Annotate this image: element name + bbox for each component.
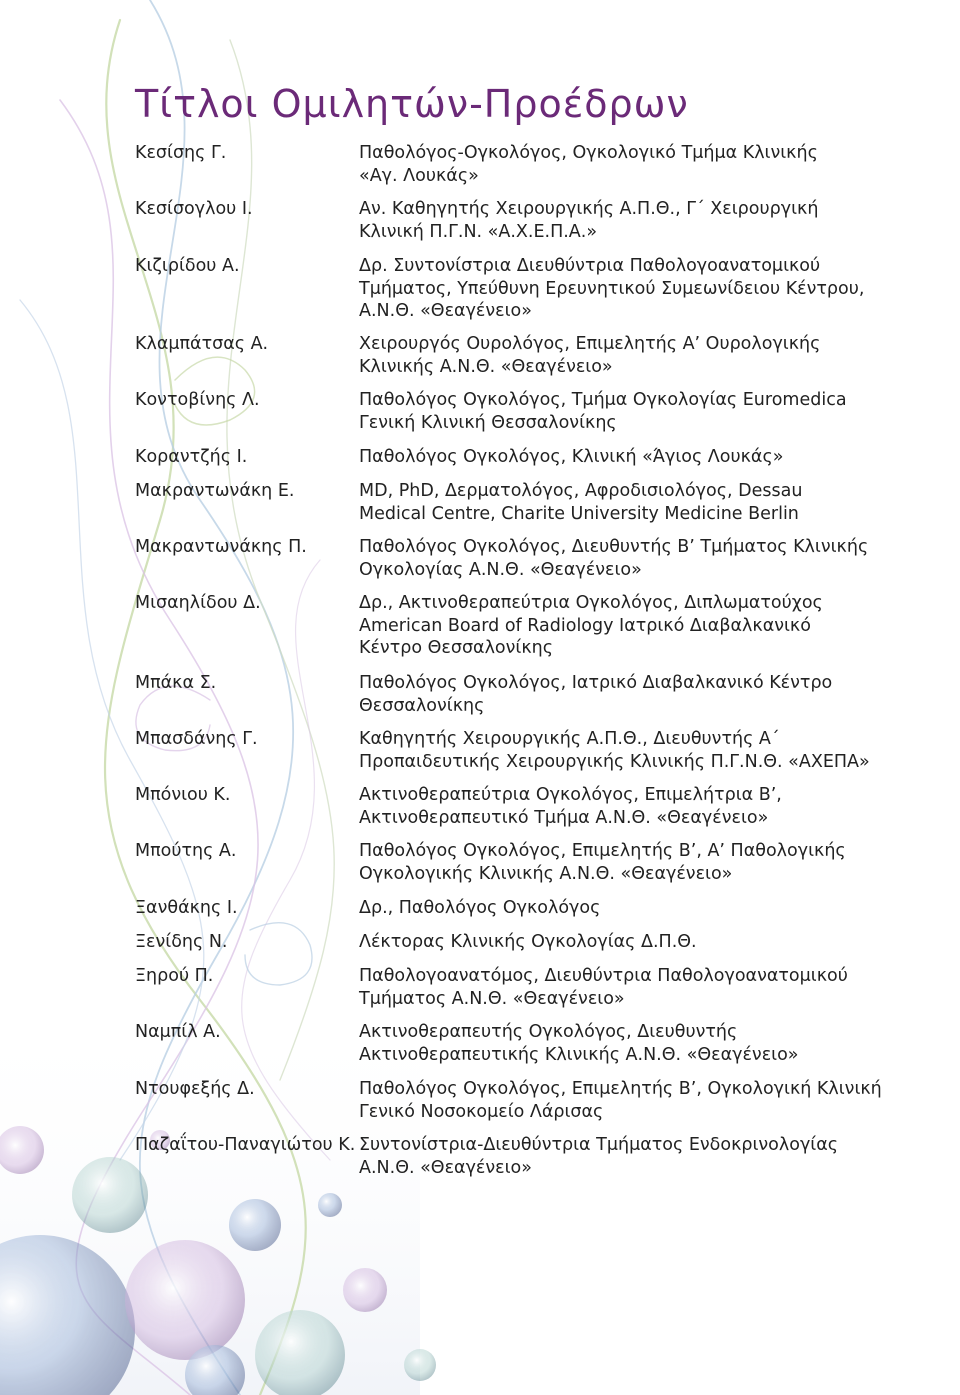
- speaker-title-line: MD, PhD, Δερματολόγος, Αφροδισιολόγος, Dessau: [359, 481, 803, 501]
- speaker-title-line: Τμήματος Α.Ν.Θ. «Θεαγένειο»: [359, 988, 625, 1009]
- speaker-name: Ξενίδης Ν.: [135, 932, 228, 952]
- speaker-title-line: Χειρουργός Ουρολόγος, Επιμελητής Α’ Ουρολογικής: [359, 334, 821, 354]
- speaker-title-line: Δρ., Ακτινοθεραπεύτρια Ογκολόγος, Διπλωματούχος: [359, 593, 823, 613]
- speaker-name: Μακραντωνάκη Ε.: [135, 481, 295, 501]
- speaker-title-line: Παθολογοανατόμος, Διευθύντρια Παθολογοανατομικού: [359, 966, 848, 986]
- speaker-title: [359, 931, 919, 954]
- speaker-title: [359, 965, 919, 1010]
- speaker-title: [359, 1134, 919, 1179]
- speaker-title: [359, 728, 919, 773]
- speaker-title-line: Παθολόγος Ογκολόγος, Επιμελητής Β’, Ογκολογική Κλινική: [359, 1079, 882, 1099]
- speaker-title-line: Κλινικής Α.Ν.Θ. «Θεαγένειο»: [359, 356, 613, 377]
- speaker-name: Μπούτης Α.: [135, 841, 237, 861]
- speaker-title: [359, 255, 919, 323]
- speaker-title: [359, 897, 919, 920]
- speaker-name: Μπασδάνης Γ.: [135, 729, 258, 749]
- speaker-title: [359, 1078, 919, 1123]
- speaker-title-line: Παθολόγος Ογκολόγος, Ιατρικό Διαβαλκανικό Κέντρο: [359, 673, 833, 693]
- speaker-title-line: Ογκολογικής Κλινικής Α.Ν.Θ. «Θεαγένειο»: [359, 863, 733, 884]
- speaker-title-line: Γενική Κλινική Θεσσαλονίκης: [359, 412, 617, 433]
- speaker-name: Κιζιρίδου Α.: [135, 256, 240, 276]
- speaker-title: [359, 784, 919, 829]
- speaker-title: [359, 1021, 919, 1066]
- speaker-name: Ντουφεξής Δ.: [135, 1079, 255, 1099]
- speaker-title: [359, 333, 919, 378]
- speaker-name: Μακραντωνάκης Π.: [135, 537, 307, 557]
- speaker-name: Ξηρού Π.: [135, 966, 214, 986]
- speaker-title-line: Γενικό Νοσοκομείο Λάρισας: [359, 1101, 604, 1122]
- speaker-title-line: Θεσσαλονίκης: [359, 695, 485, 716]
- speaker-title-line: «Αγ. Λουκάς»: [359, 165, 479, 186]
- speaker-title-line: Α.Ν.Θ. «Θεαγένειο»: [359, 1157, 532, 1178]
- speaker-title: [359, 480, 919, 525]
- speaker-title-line: Ακτινοθεραπεύτρια Ογκολόγος, Επιμελήτρια Β’,: [359, 785, 782, 805]
- speaker-name: Μισαηλίδου Δ.: [135, 593, 261, 613]
- speaker-title-line: Κλινική Π.Γ.Ν. «Α.Χ.Ε.Π.Α.»: [359, 221, 598, 242]
- speaker-title-line: Ακτινοθεραπευτικό Τμήμα Α.Ν.Θ. «Θεαγένειο»: [359, 807, 769, 828]
- speaker-title: [359, 840, 919, 885]
- speaker-title-line: Ακτινοθεραπευτής Ογκολόγος, Διευθυντής: [359, 1022, 738, 1042]
- speaker-name: Ναμπίλ Α.: [135, 1022, 221, 1042]
- speaker-title: [359, 389, 919, 434]
- speaker-title-line: Λέκτορας Κλινικής Ογκολογίας Δ.Π.Θ.: [359, 932, 697, 952]
- speaker-title-line: Παθολόγος Ογκολόγος, Κλινική «Άγιος Λουκάς»: [359, 447, 784, 467]
- speaker-title: [359, 592, 919, 660]
- speaker-name: Κεσίσης Γ.: [135, 143, 227, 163]
- speaker-title-line: Παθολόγος Ογκολόγος, Διευθυντής Β’ Τμήματος Κλινικής: [359, 537, 869, 557]
- speaker-title: [359, 672, 919, 717]
- speaker-name: Μπόνιου Κ.: [135, 785, 231, 805]
- speaker-title: [359, 198, 919, 243]
- speaker-title-line: Παθολόγος Ογκολόγος, Τμήμα Ογκολογίας Euromedica: [359, 390, 847, 410]
- speaker-title-line: Παθολόγος Ογκολόγος, Επιμελητής Β’, Α’ Παθολογικής: [359, 841, 846, 861]
- speaker-title-line: Ακτινοθεραπευτικής Κλινικής Α.Ν.Θ. «Θεαγένειο»: [359, 1044, 799, 1065]
- speaker-title: [359, 446, 919, 469]
- speaker-title: [359, 142, 919, 187]
- speaker-title-line: Δρ. Συντονίστρια Διευθύντρια Παθολογοανατομικού: [359, 256, 821, 276]
- speaker-title-line: Συντονίστρια-Διευθύντρια Τμήματος Ενδοκρινολογίας: [359, 1135, 839, 1155]
- speaker-title-line: Αν. Καθηγητής Χειρουργικής Α.Π.Θ., Γ΄ Χειρουργική: [359, 199, 819, 219]
- speaker-title-line: Α.Ν.Θ. «Θεαγένειο»: [359, 301, 532, 321]
- speaker-name: Παζαΐτου-Παναγιώτου Κ.: [135, 1135, 356, 1155]
- speaker-title-line: Κέντρο Θεσσαλονίκης: [359, 638, 554, 658]
- speaker-name: Κοραντζής Ι.: [135, 447, 248, 467]
- speaker-name: Κεσίσογλου Ι.: [135, 199, 253, 219]
- speakers-list: [135, 0, 925, 1395]
- speaker-title-line: Medical Centre, Charite University Medicine Berlin: [359, 503, 799, 524]
- speaker-name: Κοντοβίνης Λ.: [135, 390, 260, 410]
- speaker-title-line: Ογκολογίας Α.Ν.Θ. «Θεαγένειο»: [359, 559, 642, 580]
- speaker-title-line: Καθηγητής Χειρουργικής Α.Π.Θ., Διευθυντής Α΄: [359, 729, 780, 749]
- page-title: Τίτλοι Ομιλητών-Προέδρων: [135, 82, 689, 126]
- speaker-name: Μπάκα Σ.: [135, 673, 217, 693]
- speaker-name: Ξανθάκης Ι.: [135, 898, 238, 918]
- speaker-title-line: Τμήματος, Υπεύθυνη Ερευνητικού Συμεωνίδειου Κέντρου,: [359, 278, 865, 299]
- speaker-title: [359, 536, 919, 581]
- speaker-title-line: Παθολόγος-Ογκολόγος, Ογκολογικό Τμήμα Κλινικής: [359, 143, 818, 163]
- speaker-title-line: Προπαιδευτικής Χειρουργικής Κλινικής Π.Γ.Ν.Θ. «ΑΧΕΠΑ»: [359, 751, 870, 772]
- speaker-name: Κλαμπάτσας Α.: [135, 334, 269, 354]
- speaker-title-line: Δρ., Παθολόγος Ογκολόγος: [359, 898, 601, 918]
- speaker-title-line: American Board of Radiology Ιατρικό Διαβαλκανικό: [359, 615, 811, 636]
